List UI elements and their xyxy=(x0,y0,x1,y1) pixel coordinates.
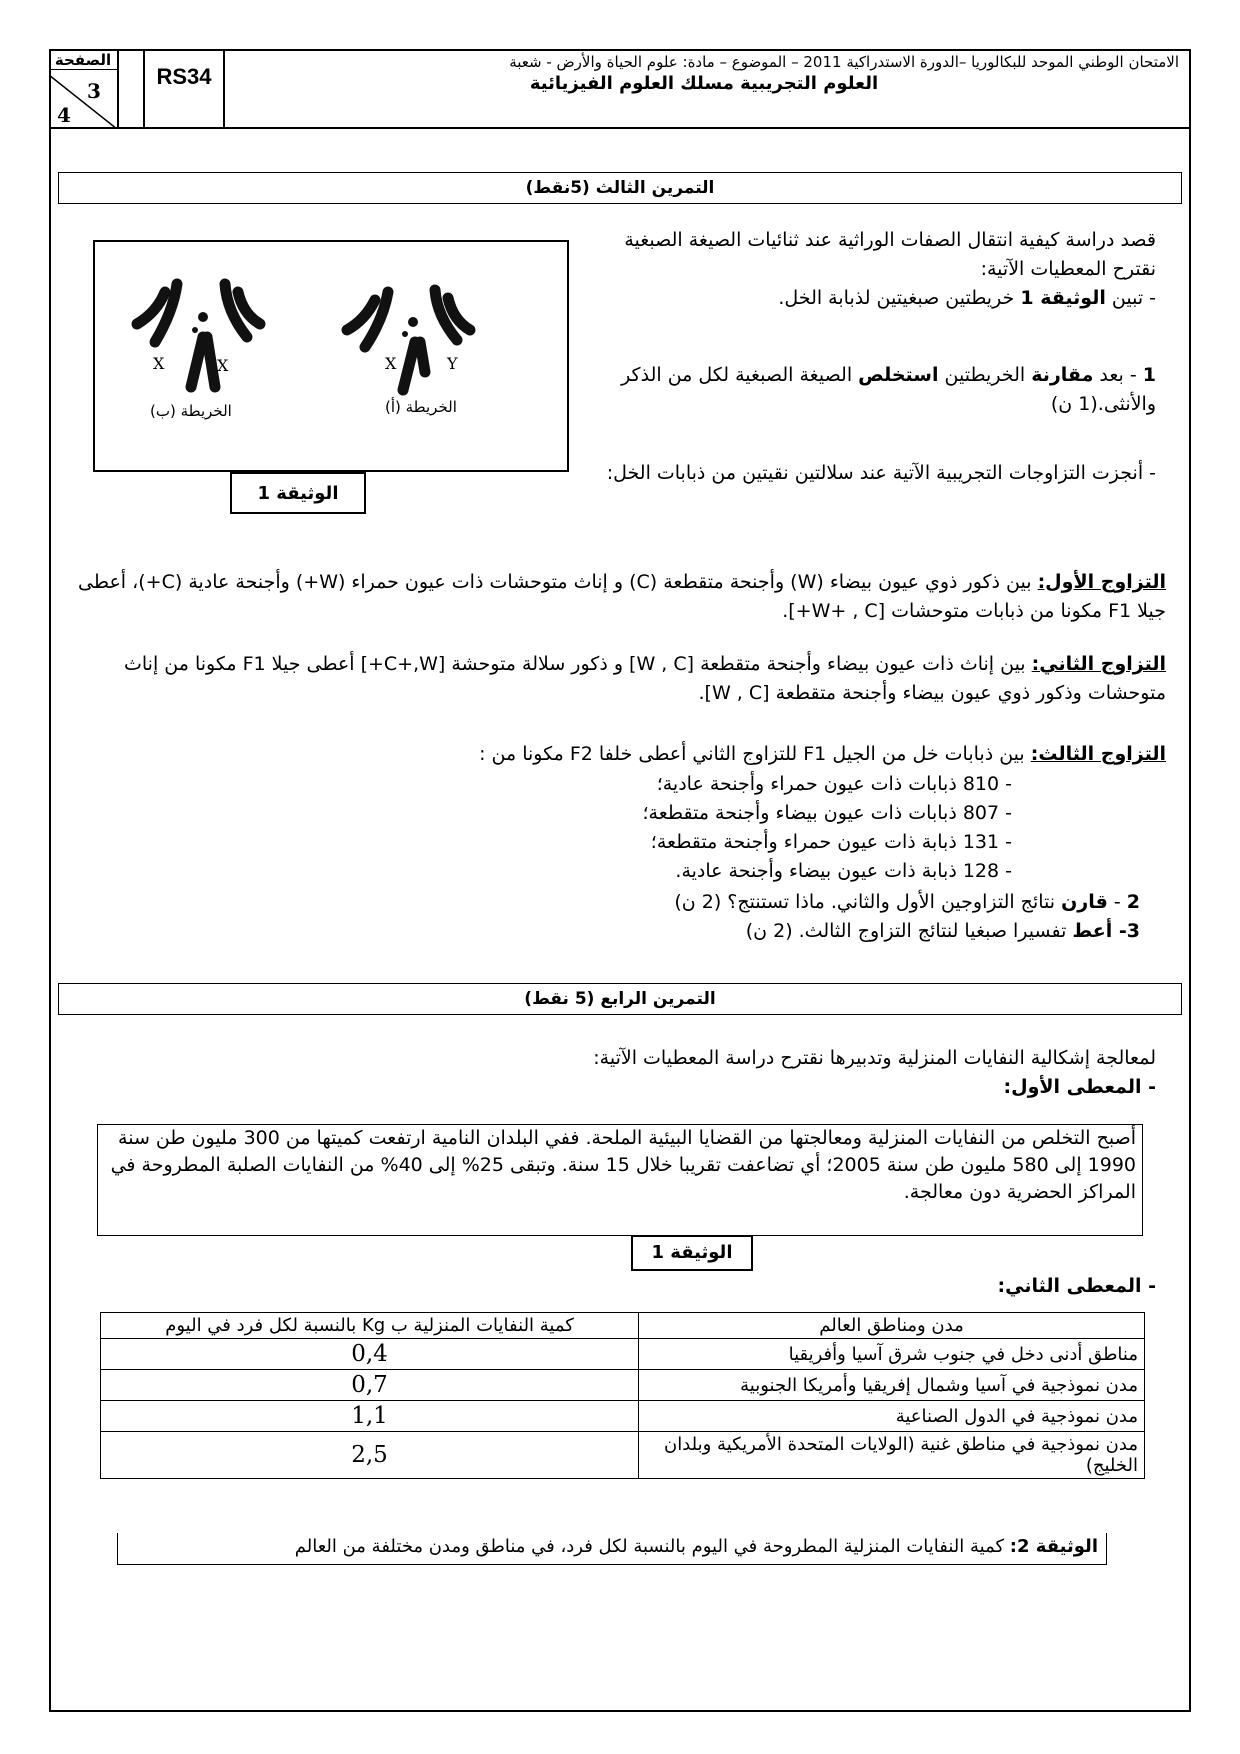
figure-doc1-label: الوثيقة 1 xyxy=(230,472,366,514)
intro-text: قصد دراسة كيفية انتقال الصفات الوراثية عند ثنائيات الصيغة الصبغية نقترح المعطيات الآتية: xyxy=(624,229,1156,280)
table-row: مدن نموذجية في مناطق غنية (الولايات المتحدة الأمريكية وبلدان الخليج) 2,5 xyxy=(101,1432,1145,1479)
exercise4-title: التمرين الرابع (5 نقط) xyxy=(58,983,1182,1015)
page-number-box xyxy=(49,49,119,129)
table-row: مدن نموذجية في آسيا وشمال إفريقيا وأمريكا الجنوبية 0,7 xyxy=(101,1370,1145,1401)
result-item: - 810 ذبابات ذات عيون حمراء وأجنحة عادية؛ xyxy=(656,773,1012,795)
result-item: - 807 ذبابات ذات عيون بيضاء وأجنحة متقطعة؛ xyxy=(642,802,1012,824)
page-total: 4 xyxy=(57,103,71,127)
exam-title xyxy=(229,53,1179,94)
question-1: 1 - بعد مقارنة الخريطتين استخلص الصيغة الصبغية لكل من الذكر والأنثى.(1 ن) xyxy=(621,364,1156,415)
exam-title-line2: العلوم التجريبية مسلك العلوم الفيزيائية xyxy=(529,73,879,94)
table-caption: الوثيقة 2: كمية النفايات المنزلية المطروحة في اليوم بالنسبة لكل فرد، في مناطق ومدن مختلفة من العالم xyxy=(117,1533,1107,1565)
given-2-heading: - المعطى الثاني: xyxy=(997,1275,1156,1297)
given-1-text-box: أصبح التخلص من النفايات المنزلية ومعالجتها من القضايا البيئية الملحة. ففي البلدان النامية ارتفعت كميتها من 300 مليون طن سنة 1990 إلى 580 مليون طن سنة 2005؛ أي تضاعفت تقريبا خلال 15 سنة. وتبقى 25% إلى 40% من النفايات الصلبة المطروحة في المراكز الحضرية دون معالجة. xyxy=(97,1124,1143,1236)
col-header-regions: مدن ومناطق العالم xyxy=(639,1313,1145,1339)
karyotype-figure xyxy=(93,240,569,472)
page-header xyxy=(49,49,1191,129)
chromosome-maps-illustration xyxy=(95,242,567,470)
question-3: 3- أعط تفسيرا صبغيا لنتائج التزاوج الثالث. (2 ن) xyxy=(745,920,1140,942)
question-2: 2 - قارن نتائج التزاوجين الأول والثاني. ماذا تستنتج؟ (2 ن) xyxy=(674,891,1140,913)
page-label: الصفحة xyxy=(49,51,117,70)
result-item: - 131 ذبابة ذات عيون حمراء وأجنحة متقطعة؛ xyxy=(650,831,1012,853)
page-current: 3 xyxy=(87,79,101,103)
chromosome-x-left: X xyxy=(153,354,165,373)
chromosome-x-right: X xyxy=(385,354,397,373)
result-item: - 128 ذبابة ذات عيون بيضاء وأجنحة عادية. xyxy=(675,860,1012,882)
given-1-doc-label: الوثيقة 1 xyxy=(631,1235,753,1271)
cross-1: التزاوج الأول: بين ذكور ذوي عيون بيضاء (W) وأجنحة متقطعة (C) و إناث متوحشات ذات عيون حمراء (W+) وأجنحة عادية (C+)، أعطى جيلا F1 مكونا من ذبابات متوحشات [W+ , C+]. xyxy=(78,571,1166,622)
cross-2: التزاوج الثاني: بين إناث ذات عيون بيضاء وأجنحة متقطعة [W , C] و ذكور سلالة متوحشة [C+,W+] أعطى جيلا F1 مكونا من إناث متوحشات وذكور ذوي عيون بيضاء وأجنحة متقطعة [W , C]. xyxy=(123,653,1166,704)
chromosome-x-left2: X xyxy=(217,356,229,375)
map-a-label: الخريطة (أ) xyxy=(385,398,457,416)
chromosome-y-right: Y xyxy=(447,354,458,373)
table-header-row xyxy=(101,1313,1145,1339)
table-row: مدن نموذجية في الدول الصناعية 1,1 xyxy=(101,1401,1145,1432)
f2-results-list xyxy=(500,770,1012,886)
cross-3: التزاوج الثالث: بين ذبابات خل من الجيل F1 للتزاوج الثاني أعطى خلفا F2 مكونا من : xyxy=(479,743,1166,765)
exercise4-intro: لمعالجة إشكالية النفايات المنزلية وتدبيرها نقترح دراسة المعطيات الآتية: - المعطى الأول: xyxy=(58,1044,1156,1102)
exercise3-intro xyxy=(578,226,1156,313)
waste-table xyxy=(100,1312,1145,1479)
exam-code: RS34 xyxy=(143,49,225,129)
crosses-intro: - أنجزت التزاوجات التجريبية الآتية عند سلالتين نقيتين من ذبابات الخل: xyxy=(606,462,1156,484)
map-b-label: الخريطة (ب) xyxy=(150,402,232,420)
doc1-sentence: - تبين الوثيقة 1 خريطتين صبغيتين لذبابة الخل. xyxy=(778,287,1156,309)
given-1-heading: - المعطى الأول: xyxy=(1003,1076,1156,1098)
col-header-quantity: كمية النفايات المنزلية ب Kg بالنسبة لكل فرد في اليوم xyxy=(101,1313,639,1339)
table-row: مناطق أدنى دخل في جنوب شرق آسيا وأفريقيا 0,4 xyxy=(101,1339,1145,1370)
exercise3-title: التمرين الثالث (5نقط) xyxy=(58,172,1182,204)
exam-title-line1: الامتحان الوطني الموحد للبكالوريا –الدورة الاستدراكية 2011 – الموضوع – مادة: علوم الحياة والأرض - شعبة xyxy=(509,53,1179,71)
